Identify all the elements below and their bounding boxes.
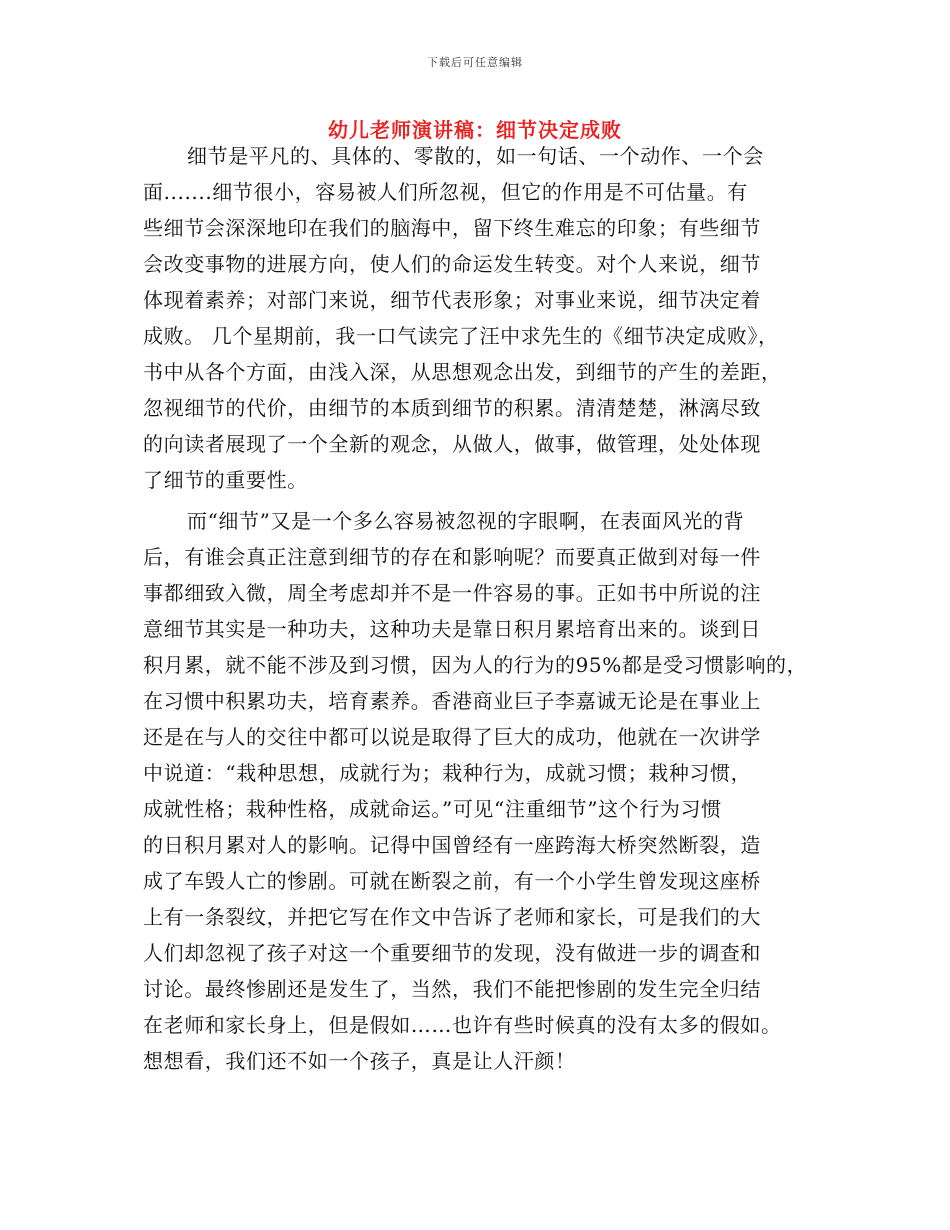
document-body xyxy=(143,138,833,1079)
text-line: 在习惯中积累功夫，培育素养。香港商业巨子李嘉诚无论是在事业上 xyxy=(143,689,761,713)
text-line: 讨论。最终惨剧还是发生了，当然，我们不能把惨剧的发生完全归结 xyxy=(143,977,761,1001)
text-line: 积月累，就不能不涉及到习惯，因为人的行为的95%都是受习惯影响的， xyxy=(143,653,808,677)
paragraph-2 xyxy=(143,503,833,1079)
text-line: 成了车毁人亡的惨剧。可就在断裂之前，有一个小学生曾发现这座桥 xyxy=(143,869,761,893)
text-line: 事都细致入微，周全考虑却并不是一件容易的事。正如书中所说的注 xyxy=(143,581,761,605)
text-line: 的日积月累对人的影响。记得中国曾经有一座跨海大桥突然断裂，造 xyxy=(143,833,761,857)
text-line: 还是在与人的交往中都可以说是取得了巨大的成功，他就在一次讲学 xyxy=(143,725,761,749)
text-line: 些细节会深深地印在我们的脑海中，留下终生难忘的印象；有些细节 xyxy=(143,216,761,240)
document-title: 幼儿老师演讲稿：细节决定成败 xyxy=(328,118,622,142)
text-line: 细节是平凡的、具体的、零散的，如一句话、一个动作、一个会 xyxy=(187,144,764,168)
text-line: 的向读者展现了一个全新的观念，从做人，做事，做管理，处处体现 xyxy=(143,432,761,456)
text-line: 忽视细节的代价，由细节的本质到细节的积累。清清楚楚，淋漓尽致 xyxy=(143,396,761,420)
text-line: 想想看，我们还不如一个孩子，真是让人汗颜！ xyxy=(143,1049,576,1073)
text-line: 会改变事物的进展方向，使人们的命运发生转变。对个人来说，细节 xyxy=(143,252,761,276)
text-line: 成就性格；栽种性格，成就命运。”可见“注重细节”这个行为习惯 xyxy=(143,797,722,821)
text-line: 了细节的重要性。 xyxy=(143,468,308,492)
text-line: 书中从各个方面，由浅入深，从思想观念出发，到细节的产生的差距， xyxy=(143,360,782,384)
text-line: 面.......细节很小，容易被人们所忽视，但它的作用是不可估量。有 xyxy=(143,180,748,204)
paragraph-1 xyxy=(143,138,833,498)
text-line: 成败。 几个星期前，我一口气读完了汪中求先生的《细节决定成败》， xyxy=(143,324,779,348)
text-line: 在老师和家长身上，但是假如……也许有些时候真的没有太多的假如。 xyxy=(143,1013,782,1037)
text-line: 上有一条裂纹，并把它写在作文中告诉了老师和家长，可是我们的大 xyxy=(143,905,761,929)
text-line: 意细节其实是一种功夫，这种功夫是靠日积月累培育出来的。谈到日 xyxy=(143,617,761,641)
text-line: 中说道：“栽种思想，成就行为；栽种行为，成就习惯；栽种习惯， xyxy=(143,761,752,785)
text-line: 后，有谁会真正注意到细节的存在和影响呢？而要真正做到对每一件 xyxy=(143,545,761,569)
text-line: 体现着素养；对部门来说，细节代表形象；对事业来说，细节决定着 xyxy=(143,288,761,312)
text-line: 人们却忽视了孩子对这一个重要细节的发现，没有做进一步的调查和 xyxy=(143,941,761,965)
header-note: 下载后可任意编辑 xyxy=(427,56,523,69)
text-line: 而“细节”又是一个多么容易被忽视的字眼啊，在表面风光的背 xyxy=(187,509,745,533)
